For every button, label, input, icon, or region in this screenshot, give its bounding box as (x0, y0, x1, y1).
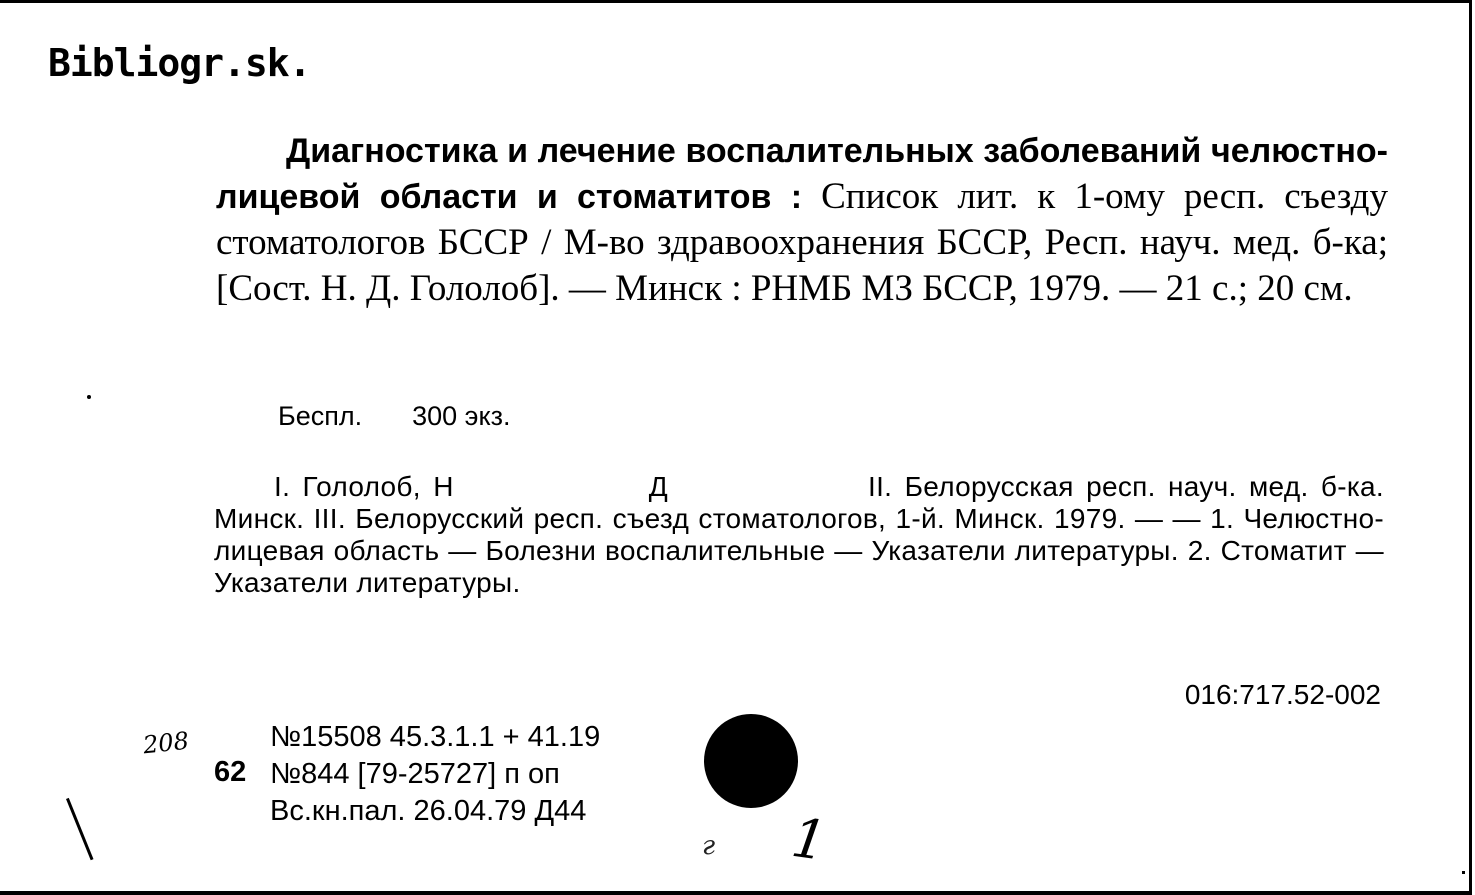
bibliographic-description (216, 128, 1388, 312)
copies: 300 экз. (412, 401, 511, 431)
record-left-number: 62 (214, 756, 247, 788)
udc-code: 016:717.52-002 (1184, 679, 1381, 710)
record-line-3: Вс.кн.пал. 26.04.79 Д44 (270, 795, 587, 827)
handwritten-letter: г (702, 831, 716, 861)
ink-dot (87, 395, 91, 399)
entry-details: Список лит. к 1-ому респ. съезду стоматологов БССР / М-во здравоохранения БССР, Респ. науч. мед. б-ка; [Сост. Н. Д. Гололоб]. — Минск : РНМБ МЗ БССР, 1979. — 21 с.; 20 см. (216, 176, 1388, 309)
record-line-1: №15508 45.3.1.1 + 41.19 (270, 721, 601, 753)
record-line-2: №844 [79-25727] п оп (270, 758, 560, 790)
entry-title: Диагностика и лечение воспалительных заболеваний челюстно-лицевой области и стоматитов : (216, 132, 1388, 216)
tracings (214, 471, 1384, 599)
ink-dot-corner (1462, 871, 1465, 874)
punch-hole (704, 714, 798, 808)
handwritten-digit: 1 (787, 805, 831, 874)
tracing-subjects: II. Белорусская респ. науч. мед. б-ка. Минск. III. Белорусский респ. съезд стоматологов, 1-й. Минск. 1979. — — 1. Челюстно-лицевая область — Болезни воспалительные — Указатели литературы. 2. Стоматит — Указатели литературы. (214, 471, 1384, 598)
record-lines (270, 719, 600, 830)
handwritten-code: 208 (141, 726, 191, 760)
price-line (278, 401, 510, 432)
collection-mark: Bibliogr.sk. (48, 41, 311, 85)
pen-stroke (66, 798, 94, 860)
tracing-author: I. Гололоб, Н (274, 471, 454, 502)
tracing-initial: Д (648, 471, 668, 502)
price: Беспл. (278, 401, 363, 431)
